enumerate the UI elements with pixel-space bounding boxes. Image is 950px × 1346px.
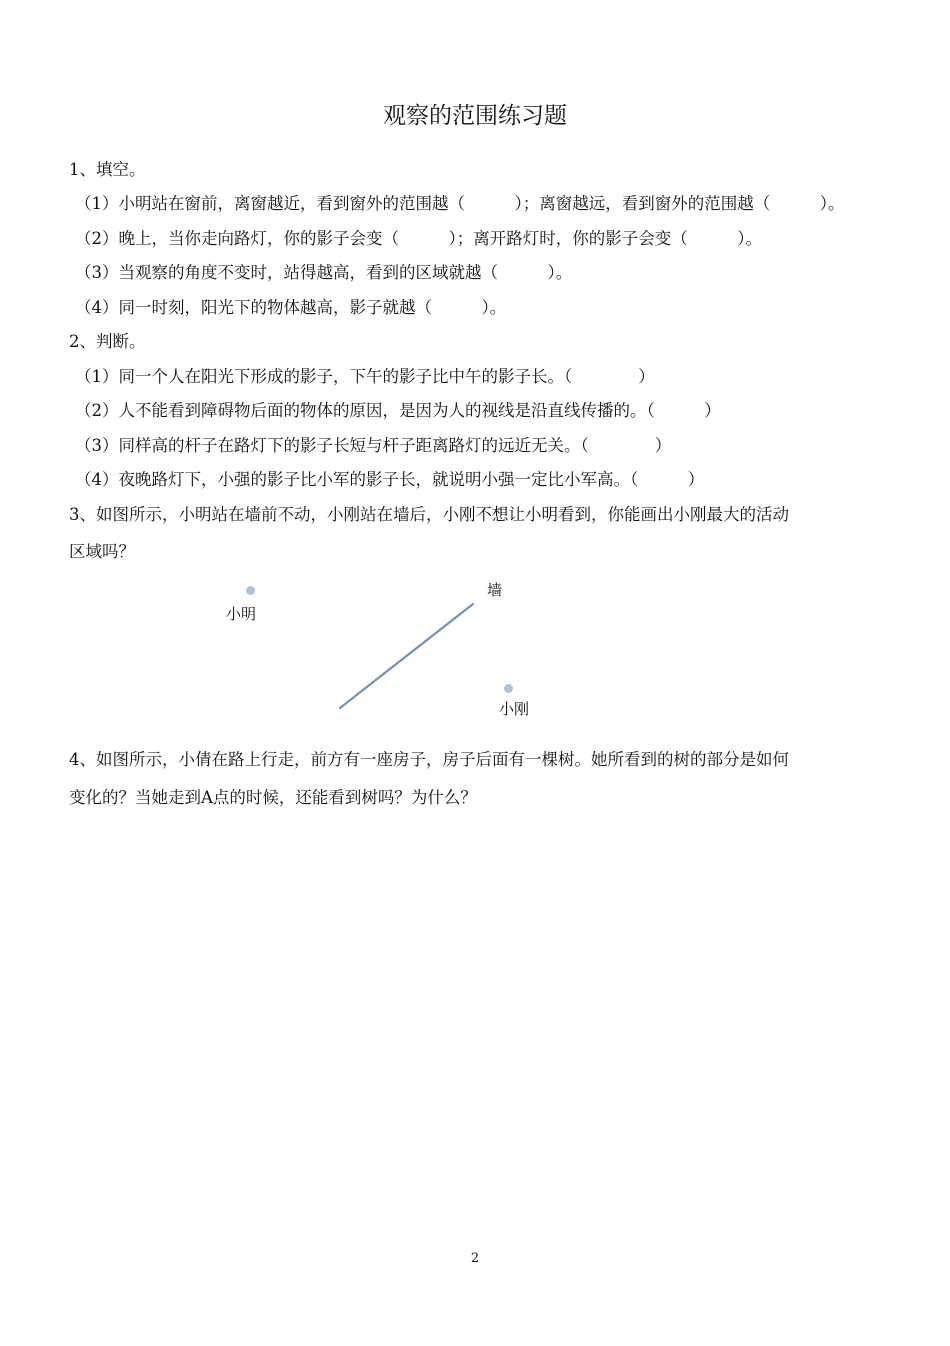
xiaogang-dot (504, 684, 513, 693)
xiaoming-label: 小明 (226, 605, 257, 623)
q3-text-line-2: 区域吗？ (69, 542, 135, 561)
wall-line (340, 604, 473, 708)
q2-item-2: （2）人不能看到障碍物后面的物体的原因，是因为人的视线是沿直线传播的。（ ） (75, 401, 721, 420)
q3-figure (0, 570, 950, 730)
wall-label: 墙 (487, 581, 503, 599)
q2-item-4: （4）夜晚路灯下，小强的影子比小军的影子长，就说明小强一定比小军高。（ ） (75, 470, 705, 489)
q1-item-2: （2）晚上，当你走向路灯，你的影子会变（ ）；离开路灯时，你的影子会变（ ）。 (75, 229, 762, 248)
q2-heading: 2、判断。 (69, 332, 146, 351)
q3-text-line-1: 3、如图所示，小明站在墙前不动，小刚站在墙后，小刚不想让小明看到，你能画出小刚最大的活动 (69, 505, 789, 524)
wall-diagram (0, 570, 950, 730)
q1-item-1: （1）小明站在窗前，离窗越近，看到窗外的范围越（ ）；离窗越远，看到窗外的范围越（ ）。 (75, 194, 845, 213)
xiaoming-dot (246, 586, 255, 595)
q4-text-line-1: 4、如图所示，小倩在路上行走，前方有一座房子，房子后面有一棵树。她所看到的树的部分是如何 (69, 750, 789, 769)
q4-text-line-2: 变化的？当她走到A点的时候，还能看到树吗？为什么？ (69, 788, 477, 807)
q1-item-4: （4）同一时刻，阳光下的物体越高，影子就越（ ）。 (75, 298, 507, 317)
page-number: 2 (470, 1251, 480, 1266)
xiaogang-label: 小刚 (499, 700, 530, 718)
q2-item-1: （1）同一个人在阳光下形成的影子，下午的影子比中午的影子长。（ ） (75, 367, 655, 386)
page-title: 观察的范围练习题 (383, 103, 567, 129)
q2-item-3: （3）同样高的杆子在路灯下的影子长短与杆子距离路灯的远近无关。（ ） (75, 436, 672, 455)
q1-heading: 1、填空。 (69, 160, 146, 179)
q1-item-3: （3）当观察的角度不变时，站得越高，看到的区域就越（ ）。 (75, 263, 573, 282)
